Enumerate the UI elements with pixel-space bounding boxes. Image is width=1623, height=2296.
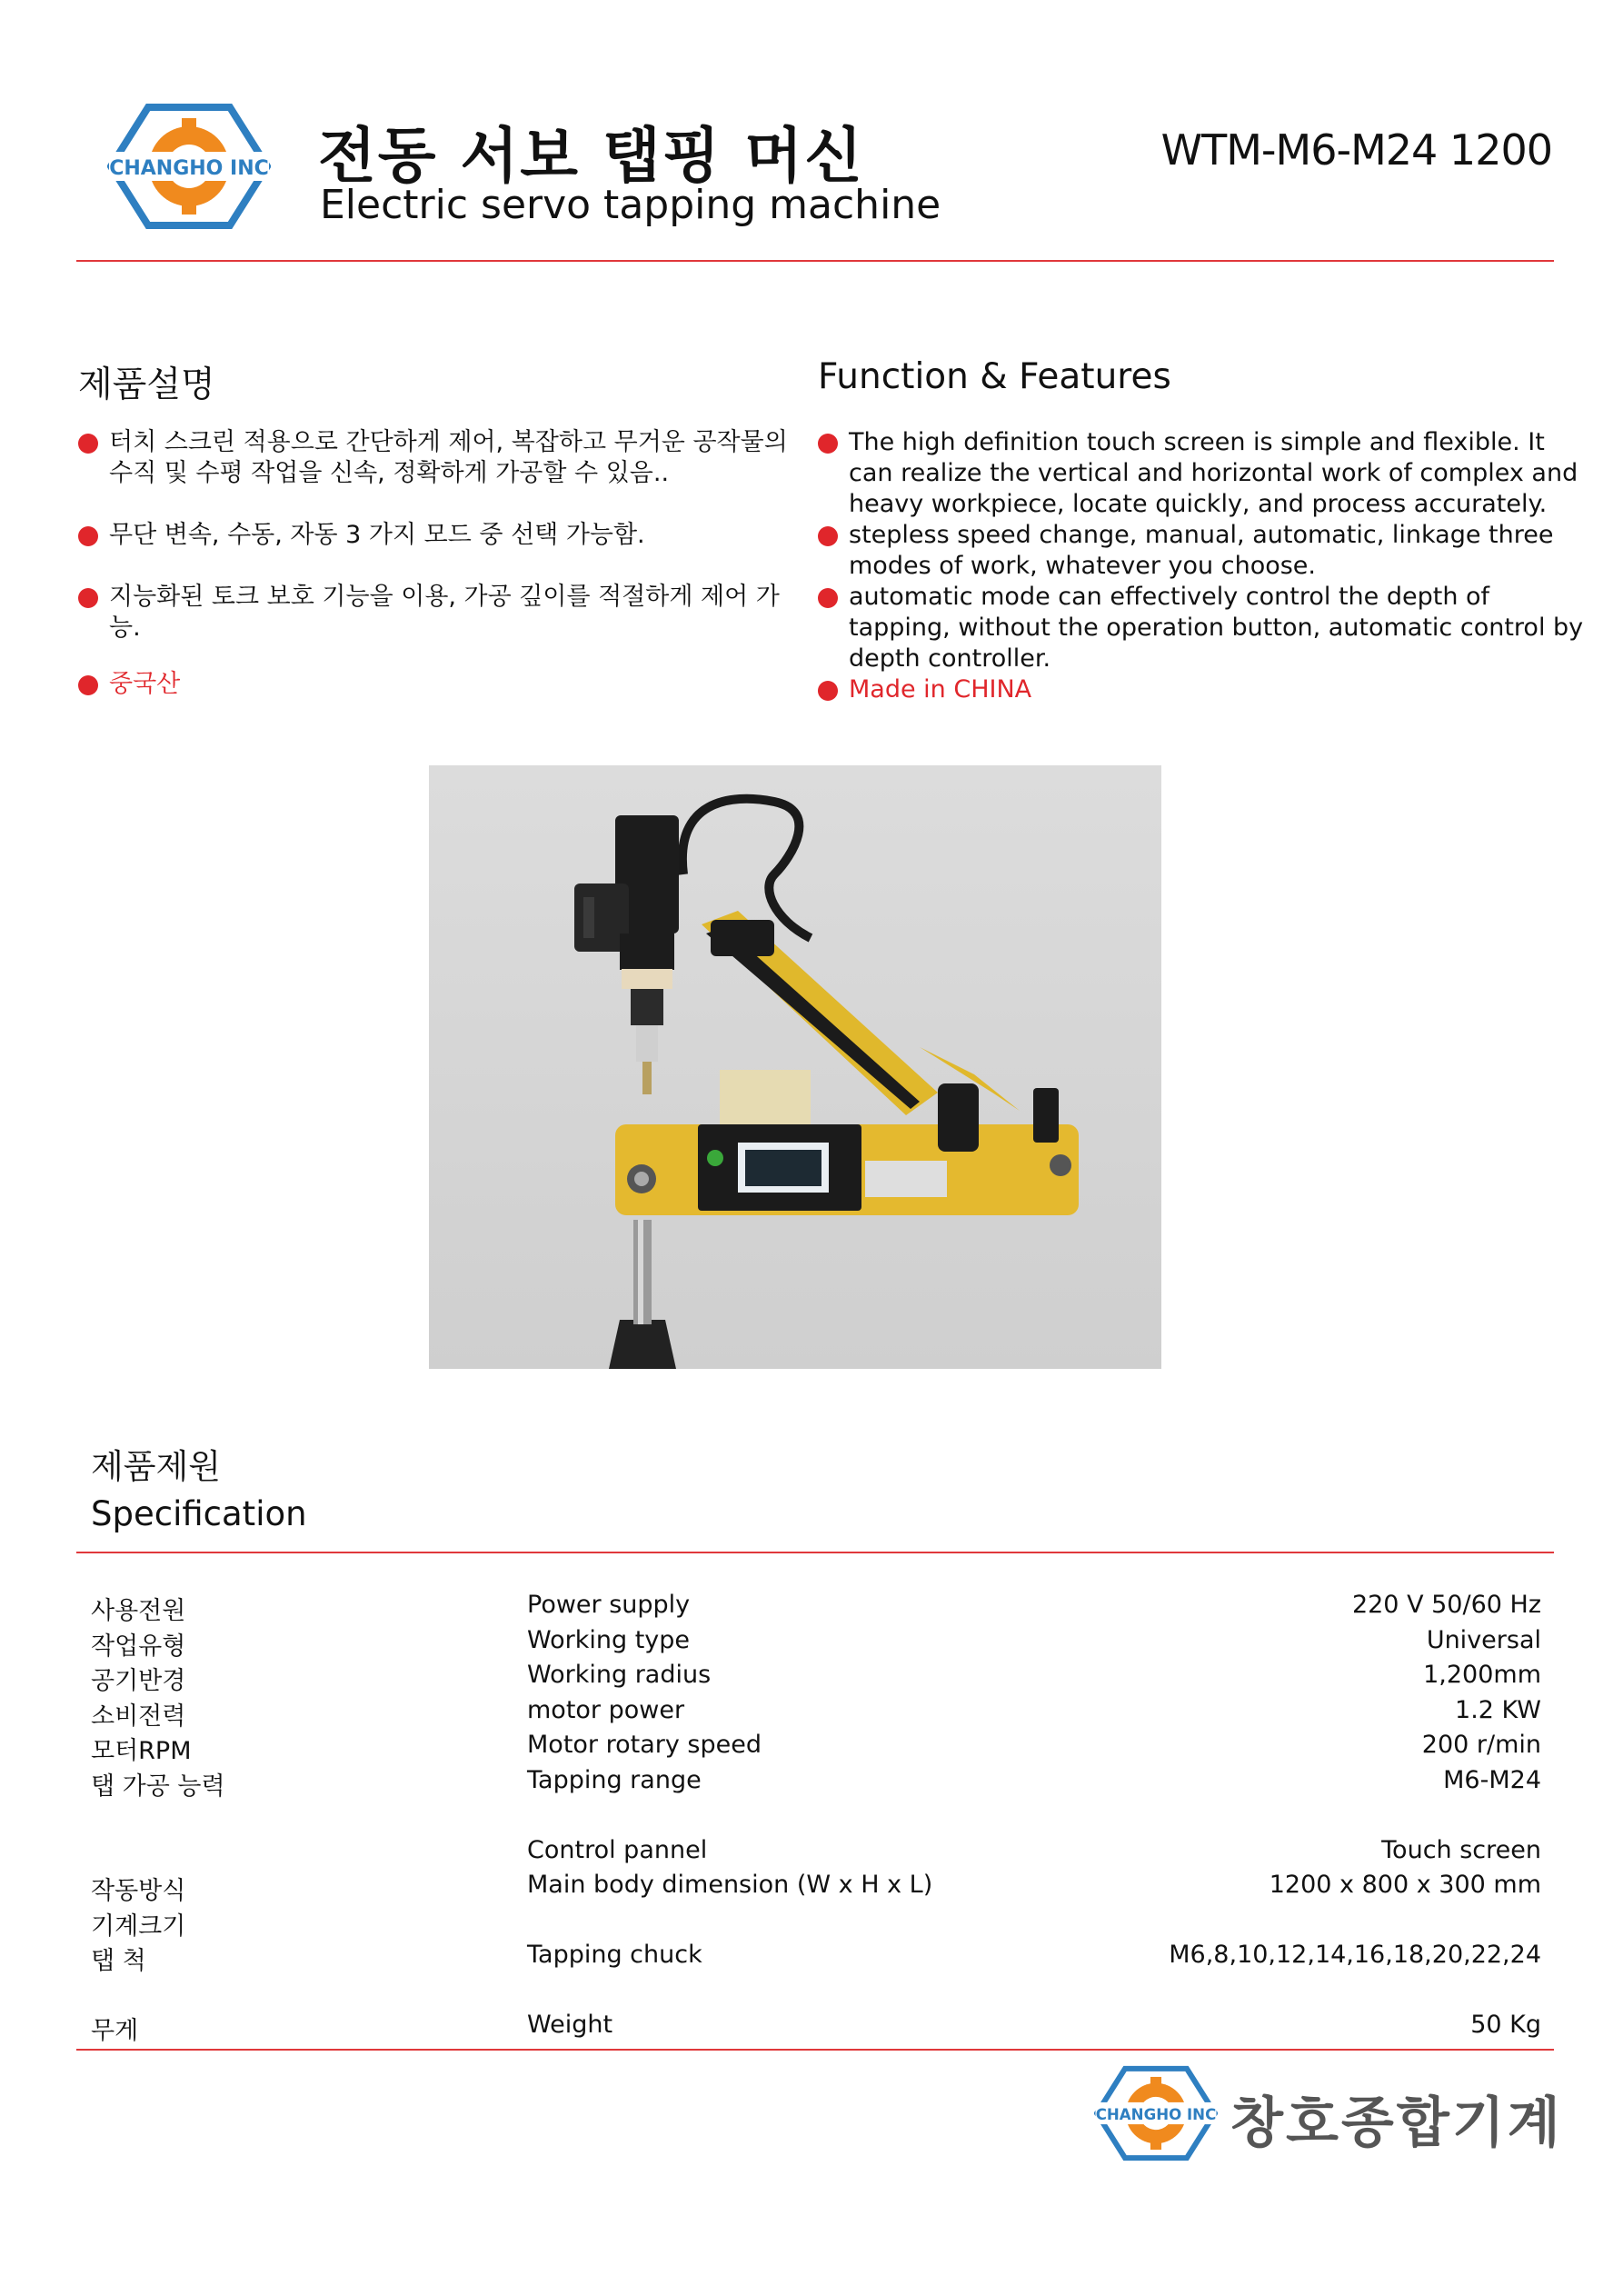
spec-row — [91, 1871, 1541, 1906]
spec-label-en: Main body dimension (W x H x L) — [527, 1871, 933, 1899]
bullet-icon — [818, 526, 838, 546]
spec-label-en: motor power — [527, 1695, 685, 1724]
spec-label-ko: 모터RPM — [91, 1737, 192, 1765]
spec-row — [91, 1661, 1541, 1696]
product-photo — [429, 765, 1161, 1369]
spec-row — [91, 1801, 1541, 1836]
spec-value: 200 r/min — [1421, 1731, 1541, 1759]
spec-value: 1200 x 800 x 300 mm — [1269, 1871, 1541, 1899]
spec-value: 1,200mm — [1423, 1661, 1541, 1689]
spec-row — [91, 1941, 1541, 1976]
origin-item-en: Made in CHINA — [818, 674, 1590, 705]
description-heading-ko: 제품설명 — [78, 364, 215, 405]
feature-item-en: automatic mode can effectively control the depth of tapping, without the operation button, automatic control by depth controller. — [818, 582, 1590, 674]
spec-value: 1.2 KW — [1455, 1695, 1541, 1724]
spec-top-rule — [76, 1552, 1554, 1553]
spec-row — [91, 2011, 1541, 2046]
title-english: Electric servo tapping machine — [320, 182, 941, 228]
spec-label-ko: 탭 가공 능력 — [91, 1772, 225, 1801]
spec-value: M6-M24 — [1443, 1765, 1541, 1794]
spec-value: M6,8,10,12,14,16,18,20,22,24 — [1169, 1941, 1541, 1969]
spec-label-ko: 작동방식 — [91, 1877, 186, 1905]
spec-label-en: Weight — [527, 2011, 613, 2039]
bullet-icon — [78, 588, 98, 608]
bullet-icon — [818, 434, 838, 454]
spec-label-en: Tapping range — [527, 1765, 702, 1794]
spec-value: Touch screen — [1381, 1835, 1541, 1864]
spec-value: 220 V 50/60 Hz — [1351, 1591, 1541, 1619]
spec-heading-ko: 제품제원 — [91, 1447, 221, 1486]
header-rule — [76, 260, 1554, 262]
spec-label-en: Working type — [527, 1625, 691, 1654]
spec-label-en: Control pannel — [527, 1835, 708, 1864]
spec-label-en: Power supply — [527, 1591, 691, 1619]
tapping-machine-illustration — [429, 765, 1161, 1369]
spec-row — [91, 1836, 1541, 1872]
spec-label-en: Working radius — [527, 1661, 712, 1689]
spec-label-ko: 공기반경 — [91, 1667, 186, 1695]
changho-logo — [107, 102, 271, 231]
logo-text: CHANGHO INC — [109, 157, 269, 180]
spec-heading-en: Specification — [91, 1494, 307, 1533]
feature-item-ko: 터치 스크린 적용으로 간단하게 제어, 복잡하고 무거운 공작물의 수직 및 수평 작업을 신속, 정확하게 가공할 수 있음.. — [78, 427, 805, 489]
footer-logo-text: CHANGHO INC — [1095, 2105, 1217, 2123]
spec-label-ko: 작업유형 — [91, 1632, 186, 1661]
spec-value: Universal — [1426, 1625, 1541, 1654]
bullet-icon — [818, 588, 838, 608]
feature-list-en — [818, 427, 1590, 705]
bullet-icon — [78, 526, 98, 546]
spec-row — [91, 1976, 1541, 2011]
feature-item-en: The high definition touch screen is simple and flexible. It can realize the vertical and horizontal work of complex and heavy workpiece, locate quickly, and process accurately. — [818, 427, 1590, 520]
origin-ko — [78, 669, 805, 700]
spec-label-ko: 기계크기 — [91, 1912, 186, 1941]
spec-row — [91, 1696, 1541, 1732]
title-korean: 전동 서보 탭핑 머신 — [318, 121, 864, 191]
origin-item-ko: 중국산 — [78, 669, 805, 700]
spec-row — [91, 1906, 1541, 1942]
spec-label-en: Tapping chuck — [527, 1941, 702, 1969]
spec-heading — [91, 1443, 307, 1538]
spec-row — [91, 1766, 1541, 1802]
spec-label-en: Motor rotary speed — [527, 1731, 762, 1759]
spec-row — [91, 1626, 1541, 1662]
bullet-icon — [78, 675, 98, 695]
feature-item-en: stepless speed change, manual, automatic, linkage three modes of work, whatever you choose. — [818, 520, 1590, 582]
spec-table — [91, 1591, 1541, 2046]
bullet-icon — [78, 434, 98, 454]
spec-row — [91, 1591, 1541, 1626]
spec-label-ko: 탭 척 — [91, 1947, 146, 1975]
description-heading-en: Function & Features — [818, 356, 1171, 397]
model-number: WTM-M6-M24 1200 — [1160, 125, 1552, 175]
feature-list-ko — [78, 427, 805, 674]
spec-value: 50 Kg — [1470, 2011, 1541, 2039]
spec-label-ko: 사용전원 — [91, 1597, 186, 1625]
spec-label-ko: 무게 — [91, 2017, 139, 2045]
feature-item-ko: 지능화된 토크 보호 기능을 이용, 가공 깊이를 적절하게 제어 가능. — [78, 582, 805, 644]
spec-bottom-rule — [76, 2049, 1554, 2051]
company-name-ko: 창호종합기계 — [1230, 2091, 1563, 2155]
footer-changho-logo — [1094, 2063, 1218, 2163]
spec-row — [91, 1731, 1541, 1766]
bullet-icon — [818, 681, 838, 701]
feature-item-ko: 무단 변속, 수동, 자동 3 가지 모드 중 선택 가능함. — [78, 520, 805, 551]
spec-label-ko: 소비전력 — [91, 1702, 186, 1731]
